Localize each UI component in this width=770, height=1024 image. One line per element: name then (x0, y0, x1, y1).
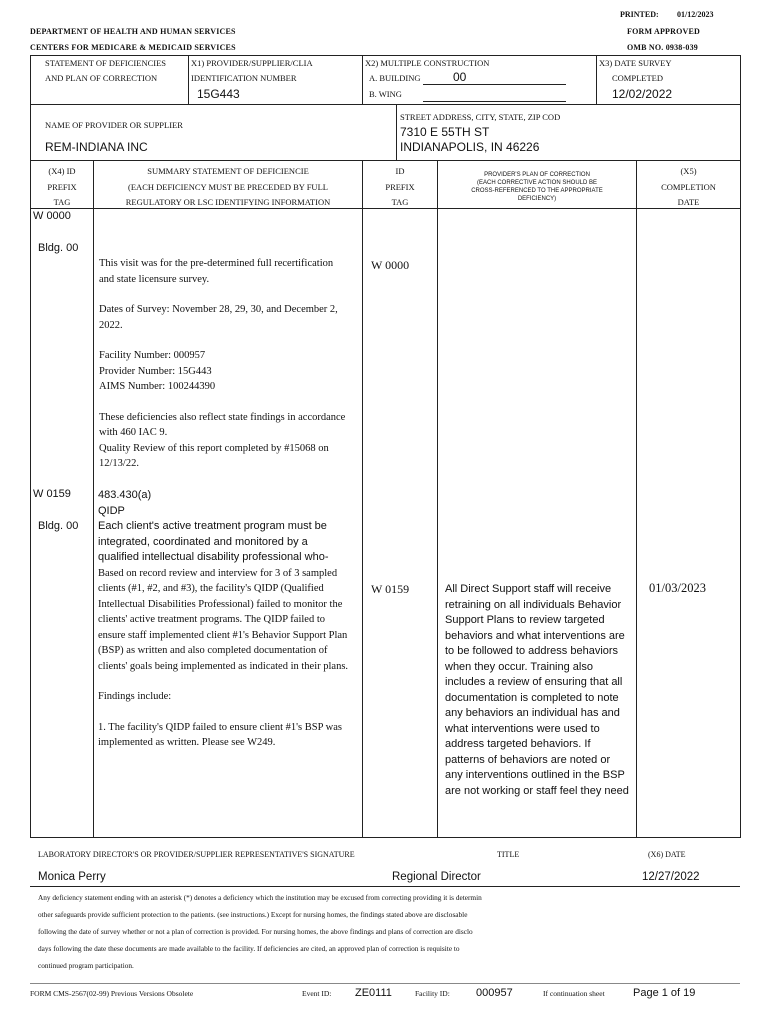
plan-header-1: PROVIDER'S PLAN OF CORRECTION (484, 172, 590, 178)
building-value: 00 (453, 70, 467, 84)
plan-header-2: (EACH CORRECTIVE ACTION SHOULD BE (476, 180, 598, 186)
disclaimer-line-5: continued program participation. (38, 961, 134, 970)
title-label: TITLE (497, 850, 520, 859)
address-label: STREET ADDRESS, CITY, STATE, ZIP COD (400, 112, 561, 122)
x3-label-1: X3) DATE SURVEY (599, 58, 672, 68)
address-street: 7310 E 55TH ST (400, 125, 490, 139)
x4-header-1: (X4) ID (48, 166, 76, 176)
facility-id-value: 000957 (476, 987, 513, 999)
statement-label-1: STATEMENT OF DEFICIENCIES (45, 58, 167, 68)
cms-title: CENTERS FOR MEDICARE & MEDICAID SERVICES (30, 43, 236, 52)
continuation-label: If continuation sheet (543, 989, 605, 998)
x4-header-2: PREFIX (47, 182, 77, 192)
regulation-text: Each client's active treatment program must be integrated, coordinated and monitored by a qualified intellectual disability professional who- (98, 520, 329, 563)
w0159-statement (98, 488, 350, 751)
summary-header-2: (EACH DEFICIENCY MUST BE PRECEDED BY FULL (128, 182, 328, 192)
summary-header-3: REGULATORY OR LSC IDENTIFYING INFORMATION (125, 197, 331, 207)
completion-date: 01/03/2023 (649, 581, 706, 595)
x5-header-2: COMPLETION (661, 182, 716, 192)
x3-label-2: COMPLETED (612, 73, 663, 83)
disclaimer-line-2: other safeguards provide sufficient protection to the patients. (see instructions.) Except for nursing homes, the findings stated above are disclosable (38, 910, 468, 919)
tag-w0159: W 0159 (33, 488, 71, 500)
form-approved: FORM APPROVED (627, 27, 701, 36)
survey-dates: Dates of Survey: November 28, 29, 30, and December 2, 2022. (99, 304, 338, 331)
regulation-title: QIDP (98, 504, 125, 517)
regulation-number: 483.430(a) (98, 489, 152, 501)
provider-name-label: NAME OF PROVIDER OR SUPPLIER (45, 120, 183, 130)
provider-number-line: Provider Number: 15G443 (99, 365, 212, 377)
w0000-statement (99, 256, 349, 472)
x1-label-2: IDENTIFICATION NUMBER (191, 73, 297, 83)
state-findings: These deficiencies also reflect state findings in accordance with 460 IAC 9. (99, 411, 346, 438)
quality-review: Quality Review of this report completed by #15068 on 12/13/22. (99, 442, 329, 469)
department-title: DEPARTMENT OF HEALTH AND HUMAN SERVICES (30, 27, 236, 36)
provider-name: REM-INDIANA INC (45, 140, 148, 154)
finding-1: 1. The facility's QIDP failed to ensure client #1's BSP was implemented as written. Please see W249. (98, 721, 342, 748)
x2-label: X2) MULTIPLE CONSTRUCTION (365, 58, 490, 68)
building-label: A. BUILDING (369, 73, 421, 83)
date-label: (X6) DATE (648, 850, 686, 859)
tag-w0159-right: W 0159 (371, 582, 410, 596)
survey-purpose: This visit was for the pre-determined full recertification and state licensure survey. (99, 258, 334, 285)
printed-date: 01/12/2023 (677, 10, 714, 19)
summary-header-1: SUMMARY STATEMENT OF DEFICIENCIE (147, 166, 309, 176)
omb-number: OMB NO. 0938-039 (627, 43, 698, 52)
provider-number: 15G443 (197, 87, 240, 101)
id-header-2: PREFIX (385, 182, 415, 192)
bldg-label-2: Bldg. 00 (38, 520, 79, 532)
disclaimer-line-1: Any deficiency statement ending with an asterisk (*) denotes a deficiency which the institution may be excused from correcting providing it is determin (38, 893, 482, 902)
x5-header-1: (X5) (680, 166, 697, 176)
address-city: INDIANAPOLIS, IN 46226 (400, 140, 540, 154)
bldg-label-1: Bldg. 00 (38, 242, 79, 254)
event-id-label: Event ID: (302, 989, 332, 998)
signer-title: Regional Director (392, 871, 481, 883)
id-header-3: TAG (391, 197, 409, 207)
aims-number: AIMS Number: 100244390 (99, 381, 216, 392)
tag-w0000-right: W 0000 (371, 258, 410, 272)
id-header-1: ID (395, 166, 405, 176)
statement-label-2: AND PLAN OF CORRECTION (45, 73, 158, 83)
form-number: FORM CMS-2567(02-99) Previous Versions Obsolete (30, 989, 194, 998)
signer-name: Monica Perry (38, 871, 106, 883)
deficiency-basis: Based on record review and interview for 3 of 3 sampled clients (#1, #2, and #3), the facility's QIDP (Qualified Intellectual Disabilities Professional) failed to monitor the clients' active treatment programs. The QIDP failed to ensure staff implemented client #1's Behavior Support Plan (BSP) as written and also completed documentation of clients' goals being implemented as indicated in their plans. (98, 567, 349, 672)
x1-label-1: X1) PROVIDER/SUPPLIER/CLIA (191, 58, 313, 68)
wing-label: B. WING (369, 89, 402, 99)
signature-date: 12/27/2022 (642, 871, 700, 883)
disclaimer-line-3: following the date of survey whether or not a plan of correction is provided. For nursing homes, the above findings and plans of correction are disclo (38, 927, 473, 936)
printed-label: PRINTED: (620, 10, 659, 19)
facility-number: Facility Number: 000957 (99, 350, 206, 361)
findings-include: Findings include: (98, 691, 172, 702)
plan-of-correction: All Direct Support staff will receive retraining on all individuals Behavior Support Plans to review targeted behaviors and what interventions are to be followed to address behaviors when they occur. Training also includes a review of ensuring that all documentation is completed to note any behaviors an individual has and what interventions were used to address targeted behaviors. If patterns of behaviors are noted or any interventions outlined in the BSP are not working or staff feel they need (445, 583, 629, 797)
event-id-value: ZE0111 (355, 987, 392, 999)
page-number: Page 1 of 19 (633, 987, 696, 999)
tag-w0000: W 0000 (33, 210, 71, 222)
x5-header-3: DATE (677, 197, 700, 207)
plan-header-3: CROSS-REFERENCED TO THE APPROPRIATE (471, 188, 603, 194)
x4-header-3: TAG (53, 197, 71, 207)
survey-date: 12/02/2022 (612, 87, 673, 101)
disclaimer-line-4: days following the date these documents are made available to the facility. If deficiencies are cited, an approved plan of correction is requisite to (38, 944, 460, 953)
facility-id-label: Facility ID: (415, 989, 450, 998)
plan-header-4: DEFICIENCY) (517, 196, 557, 202)
signature-label: LABORATORY DIRECTOR'S OR PROVIDER/SUPPLIER REPRESENTATIVE'S SIGNATURE (38, 850, 355, 859)
